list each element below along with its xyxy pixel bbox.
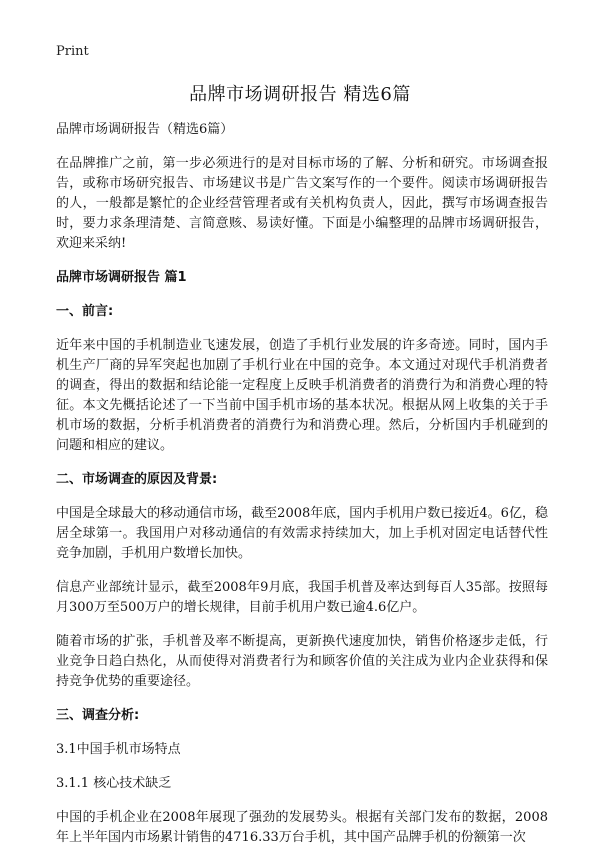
heading-analysis: 三、调查分析: xyxy=(56,708,140,723)
heading-foreword: 一、前言: xyxy=(56,304,114,319)
subheading-core-technology: 3.1.1 核心技术缺乏 xyxy=(56,776,172,791)
document-subtitle: 品牌市场调研报告（精选6篇） xyxy=(56,122,234,137)
heading-background: 二、市场调查的原因及背景: xyxy=(56,472,218,487)
paragraph-background-2: 信息产业部统计显示，截至2008年9月底，我国手机普及率达到每百人35部。按照每月300万至500万户的增长规律，目前手机用户数已逾4.6亿户。 xyxy=(56,580,548,615)
subheading-market-features: 3.1中国手机市场特点 xyxy=(56,742,181,757)
paragraph-foreword: 近年来中国的手机制造业飞速发展，创造了手机行业发展的许多奇迹。同时，国内手机生产厂商的异军突起也加剧了手机行业在中国的竞争。本文通过对现代手机消费者的调查，得出的数据和结论能一定程度上反映手机消费者的消费行为和消费心理的特征。本文先概括论述了一下当前中国手机市场的基本状况。根据从网上收集的关于手机市场的数据，分析手机消费者的消费行为和消费心理。然后，分析国内手机碰到的问题和相应的建议。 xyxy=(56,338,548,453)
paragraph-analysis: 中国的手机企业在2008年展现了强劲的发展势头。根据有关部门发布的数据，2008年上半年国内市场累计销售的4716.33万台手机，其中国产品牌手机的份额第一次 xyxy=(56,810,548,845)
print-link[interactable]: Print xyxy=(56,44,89,59)
page-title: 品牌市场调研报告 精选6篇 xyxy=(189,84,411,105)
document-body xyxy=(56,120,548,862)
section-heading: 品牌市场调研报告 篇1 xyxy=(56,270,187,285)
paragraph-background-1: 中国是全球最大的移动通信市场，截至2008年底，国内手机用户数已接近4。6亿，稳居全球第一。我国用户对移动通信的有效需求持续加大，加上手机对固定电话替代性竞争加剧，手机用户数增长加快。 xyxy=(56,506,548,561)
intro-paragraph: 在品牌推广之前，第一步必须进行的是对目标市场的了解、分析和研究。市场调查报告，或称市场研究报告、市场建议书是广告文案写作的一个要件。阅读市场调研报告的人，一般都是繁忙的企业经营管理者或有关机构负责人，因此，撰写市场调查报告时，要力求条理清楚、言简意赅、易读好懂。下面是小编整理的品牌市场调研报告，欢迎来采纳! xyxy=(56,156,548,251)
paragraph-background-3: 随着市场的扩张，手机普及率不断提高，更新换代速度加快，销售价格逐步走低，行业竞争日趋白热化，从而使得对消费者行为和顾客价值的关注成为业内企业获得和保持竞争优势的重要途径。 xyxy=(56,634,548,689)
